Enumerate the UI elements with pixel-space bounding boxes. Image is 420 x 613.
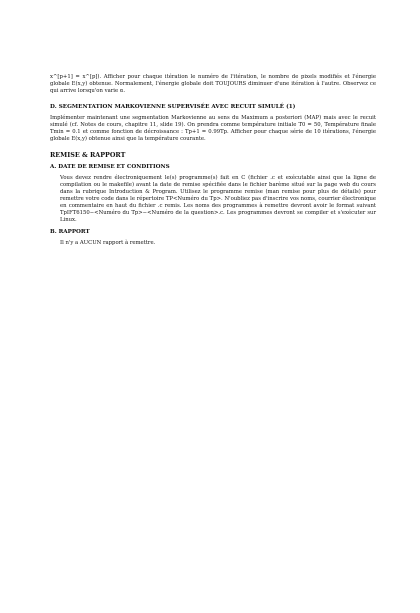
intro-paragraph: x^[p+1] = x^[p]). Afficher pour chaque itération le numéro de l'itération, le nombre de pixels modifiés et l'énergie globale E(x,y) obtenue. Normalement, l'énergie globale doit TOUJOURS diminuer d'une itération à l'autre. Observez ce qui arrive lorsqu'on varie α. [50,74,376,94]
document-content [50,74,376,247]
section-b-paragraph: Il n'y a AUCUN rapport à remettre. [60,240,156,246]
section-a-paragraph: Vous devez rendre électroniquement le(s) programme(s) fait en C (fichier .c et exécutable ainsi que la ligne de compilation ou le makefile) avant la date de remise spécifiée dans le fichier barème situé sur la page web du cours dans la rubrique Introduction & Program. Utilisez le programme remise (man remise pour plus de détails) pour remettre votre code dans le répertoire TP<Numéro du Tp>. N'oubliez pas d'inscrire vos noms, courrier électronique en commentaire en haut du fichier .c remis. Les noms des programmes à remettre devront avoir le format suivant TpIFT6150−<Numéro du Tp>−<Numéro de la question>.c. Les programmes devront se compiler et s'exécuter sur Linux. [60,175,376,223]
section-d-heading: D. SEGMENTATION MARKOVIENNE SUPERVISÉE AVEC RECUIT SIMULÉ (1) [50,104,296,110]
remise-heading: REMISE & RAPPORT [50,151,126,159]
section-d-paragraph: Implémenter maintenant une segmentation Markovienne au sens du Maximum a posteriori (MAP) mais avec le recuit simulé (cf. Notes de cours, chapitre 11, slide 19). On prendra comme température initiale T0 = 50, Température finale Tmin = 0.1 et comme fonction de décroissance : Tp+1 = 0.99Tp. Afficher pour chaque série de 10 itérations, l'énergie globale E(x,y) obtenue ainsi que la température courante. [50,115,376,142]
section-a-heading: A. DATE DE REMISE ET CONDITIONS [50,164,170,170]
section-b-heading: B. RAPPORT [50,229,90,235]
